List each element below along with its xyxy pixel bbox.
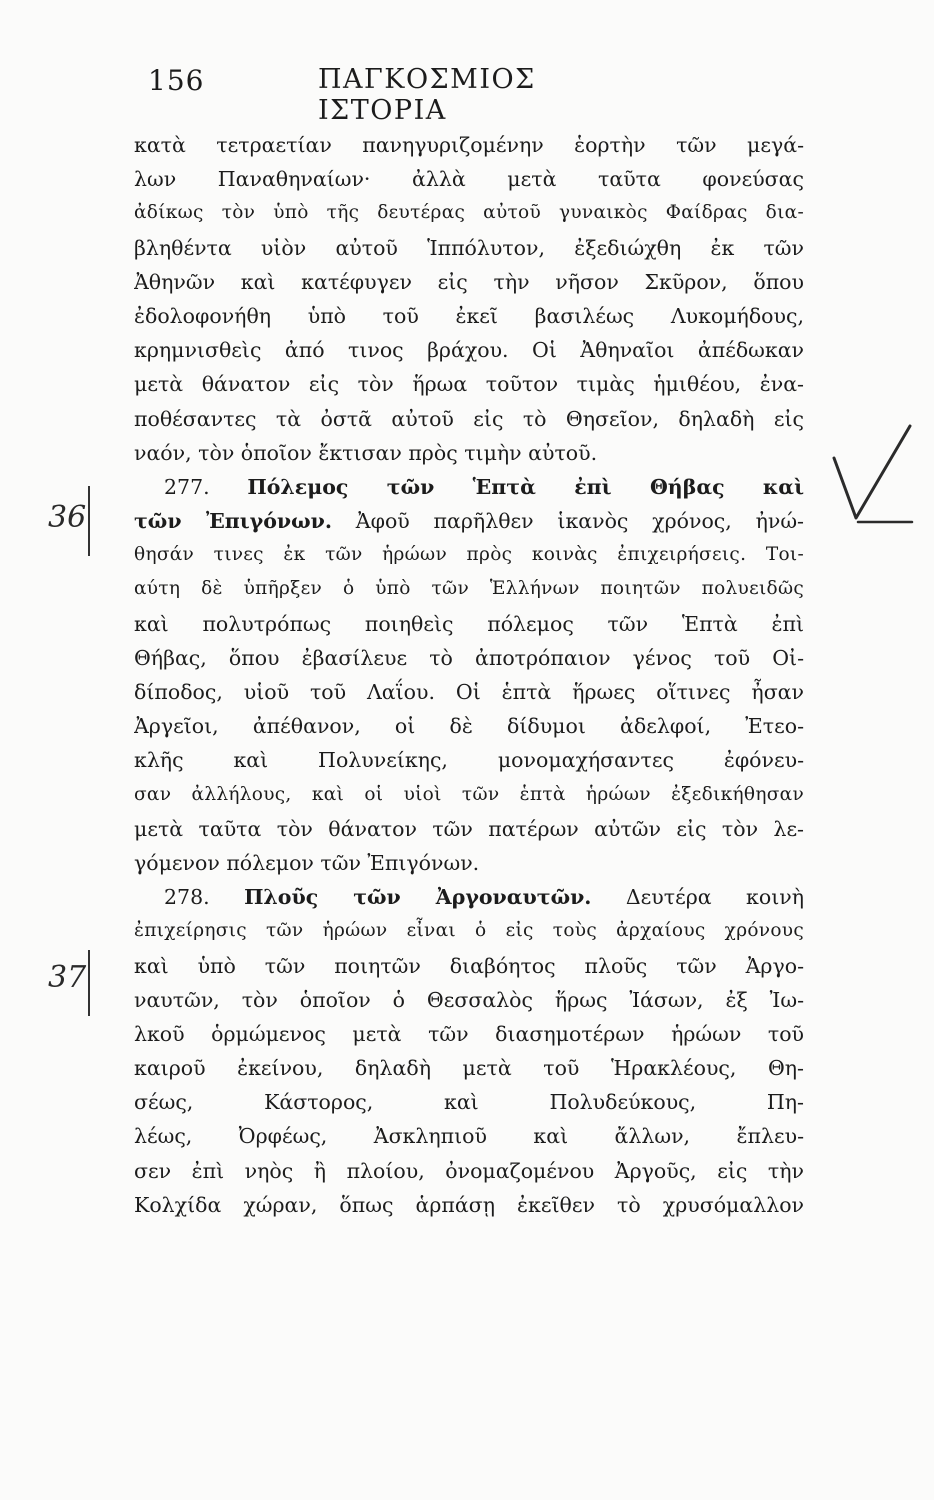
handwritten-margin-note: 37 [48,960,87,995]
text-line: κρημνισθεὶς ἀπό τινος βράχου. Οἱ Ἀθηναῖοι ἀπέδωκαν [134,338,804,363]
section-heading-277-continued [134,504,804,538]
text-line: αύτη δὲ ὑπῆρξεν ὁ ὑπὸ τῶν Ἑλλήνων ποιητῶν πολυειδῶς [134,578,804,600]
section-number: 278. [164,885,210,910]
text-line: βληθέντα υἱὸν αὐτοῦ Ἱππόλυτον, ἐξεδιώχθη ἐκ τῶν [134,235,804,260]
section-number: 277. [164,474,210,499]
handwritten-margin-note: 36 [48,500,87,535]
text-line: ἀδίκως τὸν ὑπὸ τῆς δευτέρας αὐτοῦ γυναικὸς Φαίδρας δια- [134,202,804,224]
page-body [134,128,804,1222]
text-line: λων Παναθηναίων· ἀλλὰ μετὰ ταῦτα φονεύσας [134,167,804,192]
section-heading-277 [134,470,804,504]
text-line: καὶ ὑπὸ τῶν ποιητῶν διαβόητος πλοῦς τῶν Ἀργο- [134,953,804,978]
text-line: λέως, Ὀρφέως, Ἀσκληπιοῦ καὶ ἄλλων, ἔπλευ- [134,1124,804,1149]
text-line: θησάν τινες ἐκ τῶν ἡρώων πρὸς κοινὰς ἐπιχειρήσεις. Τοι- [134,544,804,566]
text-line: ἐδολοφονήθη ὑπὸ τοῦ ἐκεῖ βασιλέως Λυκομήδους, [134,303,804,328]
text-line: Θήβας, ὅπου ἐβασίλευε τὸ ἀποτρόπαιον γένος τοῦ Οἰ- [134,645,804,670]
text-line: ναυτῶν, τὸν ὁποῖον ὁ Θεσσαλὸς ἥρως Ἰάσων, ἐξ Ἰω- [134,987,804,1012]
margin-bracket-mark [88,950,104,1016]
handwritten-check-mark [826,418,916,528]
text-line: κλῆς καὶ Πολυνείκης, μονομαχήσαντες ἐφόνευ- [134,748,804,773]
text-line: σέως, Κάστορος, καὶ Πολυδεύκους, Πη- [134,1090,804,1115]
text-run: Ἀφοῦ παρῆλθεν ἱκανὸς χρόνος, ἠνώ- [355,509,804,534]
text-line: καιροῦ ἐκείνου, δηλαδὴ μετὰ τοῦ Ἡρακλέους, Θη- [134,1056,804,1081]
text-run: Δευτέρα κοινὴ [625,885,804,910]
section-title: Πόλεμος τῶν Ἑπτὰ ἐπὶ Θήβας καὶ [247,474,804,499]
margin-bracket-mark [88,486,104,556]
text-line: ναόν, τὸν ὁποῖον ἔκτισαν πρὸς τιμὴν αὐτοῦ. [134,440,598,465]
text-line: Ἀθηνῶν καὶ κατέφυγεν εἰς τὴν νῆσον Σκῦρον, ὅπου [134,269,804,294]
text-line: σεν ἐπὶ νηὸς ἢ πλοίου, ὀνομαζομένου Ἀργοῦς, εἰς τὴν [134,1158,804,1183]
text-line: Κολχίδα χώραν, ὅπως ἁρπάσῃ ἐκεῖθεν τὸ χρυσόμαλλον [134,1192,804,1217]
text-line: μετὰ θάνατον εἰς τὸν ἥρωα τοῦτον τιμὰς ἡμιθέου, ἐνα- [134,372,804,397]
text-line: Ἀργεῖοι, ἀπέθανον, οἱ δὲ δίδυμοι ἀδελφοί, Ἐτεο- [134,714,804,739]
text-line: καὶ πολυτρόπως ποιηθεὶς πόλεμος τῶν Ἑπτὰ ἐπὶ [134,611,804,636]
text-line: ἐπιχείρησις τῶν ἡρώων εἶναι ὁ εἰς τοὺς ἀρχαίους χρόνους [134,920,804,942]
text-line: λκοῦ ὁρμώμενος μετὰ τῶν διασημοτέρων ἡρώων τοῦ [134,1021,804,1046]
text-line: μετὰ ταῦτα τὸν θάνατον τῶν πατέρων αὐτῶν εἰς τὸν λε- [134,816,804,841]
section-heading-278 [134,880,804,914]
section-title: Πλοῦς τῶν Ἀργοναυτῶν. [244,885,592,910]
page-header [148,64,648,126]
page-number: 156 [148,64,205,97]
section-title-continued: τῶν Ἐπιγόνων. [134,509,332,534]
text-line: κατὰ τετραετίαν πανηγυριζομένην ἑορτὴν τῶν μεγά- [134,133,804,157]
text-line: γόμενον πόλεμον τῶν Ἐπιγόνων. [134,850,480,875]
text-line: δίποδος, υἱοῦ τοῦ Λαΐου. Οἱ ἑπτὰ ἥρωες οἵτινες ἦσαν [134,680,804,704]
text-line: ποθέσαντες τὰ ὀστᾶ αὐτοῦ εἰς τὸ Θησεῖον, δηλαδὴ εἰς [134,406,804,431]
running-title: ΠΑΓΚΟΣΜΙΟΣ ΙΣΤΟΡΙΑ [318,64,536,126]
text-line: σαν ἀλλήλους, καὶ οἱ υἱοὶ τῶν ἑπτὰ ἡρώων ἐξεδικήθησαν [134,783,804,805]
